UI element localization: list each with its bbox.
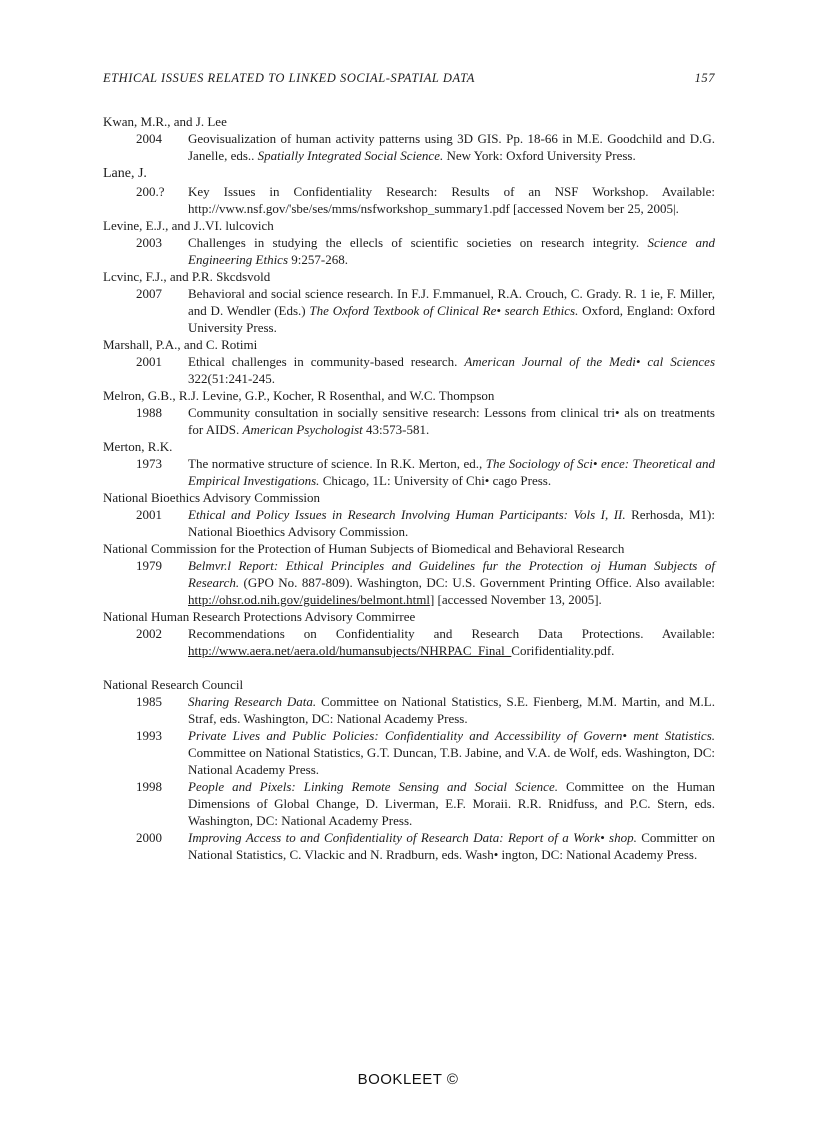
- reference-text: [188, 234, 715, 268]
- reference-text: [188, 506, 715, 540]
- reference-text: [188, 130, 715, 164]
- reference-entry: [103, 183, 715, 217]
- reference-title: The Oxford Textbook of Clinical Re• search Ethics.: [309, 303, 579, 318]
- reference-entry: [103, 778, 715, 829]
- reference-text: [188, 404, 715, 438]
- reference-year: 1979: [136, 558, 162, 573]
- reference-text: [188, 183, 715, 217]
- reference-text-segment: Geovisualization of human activity patterns using 3D GIS. Pp. 18-66 in M.E. Goodchild and D.G. Janelle, eds..: [188, 131, 715, 163]
- reference-year: 2003: [136, 235, 162, 250]
- reference-title: Private Lives and Public Policies: Confidentiality and Accessibility of Govern• ment Statistics.: [188, 728, 715, 743]
- reference-author: Kwan, M.R., and J. Lee: [103, 114, 227, 129]
- reference-text-segment: Community consultation in socially sensitive research: Lessons from clinical tri• als on treatments for AIDS.: [188, 405, 715, 437]
- reference-text-segment: Behavioral and social science research. In F.J. F.mmanuel, R.A. Crouch, C. Grady. R. 1 ie, F. Miller, and D. Wendler (Eds.): [188, 286, 715, 318]
- reference-author: National Commission for the Protection of Human Subjects of Biomedical and Behavioral Research: [103, 541, 625, 556]
- reference-author: National Human Research Protections Advisory Commirree: [103, 609, 416, 624]
- reference-title: Sharing Research Data.: [188, 694, 317, 709]
- reference-title: Belmvr.l Report: Ethical Principles and Guidelines fur the Protection oj Human Subjects of Research.: [188, 558, 715, 590]
- reference-text-segment: ] [accessed November 13, 2005].: [429, 592, 602, 607]
- reference-text-segment: 322(51:241-245.: [188, 371, 276, 386]
- reference-entry: [103, 727, 715, 778]
- reference-text-segment: The normative structure of science. In R.K. Merton, ed.,: [188, 456, 486, 471]
- reference-entry: [103, 285, 715, 336]
- reference-title: People and Pixels: Linking Remote Sensing and Social Science.: [188, 779, 558, 794]
- reference-year: 1985: [136, 694, 162, 709]
- reference-text-segment: Corifidentiality.pdf.: [511, 643, 615, 658]
- reference-text: [188, 693, 715, 727]
- reference-entry: [103, 130, 715, 164]
- reference-text: [188, 285, 715, 336]
- reference-text-segment: Challenges in studying the ellecls of scientific societies on research integrity.: [188, 235, 648, 250]
- reference-text: [188, 778, 715, 829]
- reference-text-segment: Committer on National Statistics, C. Vlackic and N. Rradburn, eds. Wash• ington, DC: National Academy Press.: [188, 830, 715, 862]
- reference-year: 200.?: [136, 184, 165, 199]
- reference-text-segment: Rerhosda, M1): National Bioethics Advisory Commission.: [188, 507, 715, 539]
- reference-title: Ethical and Policy Issues in Research Involving Human Participants: Vols I, II.: [188, 507, 626, 522]
- reference-title: Spatially Integrated Social Science.: [257, 148, 444, 163]
- reference-entry: [103, 404, 715, 438]
- reference-text: [188, 727, 715, 778]
- reference-text-segment: Chicago, 1L: University of Chi• cago Press.: [319, 473, 552, 488]
- reference-year: 1988: [136, 405, 162, 420]
- reference-author: Lane, J.: [103, 166, 147, 181]
- reference-entry: [103, 506, 715, 540]
- reference-year: 1993: [136, 728, 162, 743]
- reference-entry: [103, 353, 715, 387]
- reference-text-segment: New York: Oxford University Press.: [443, 148, 636, 163]
- reference-year: 2002: [136, 626, 162, 641]
- reference-author: Merton, R.K.: [103, 439, 173, 454]
- reference-year: 1973: [136, 456, 162, 471]
- running-header: [103, 71, 715, 89]
- reference-year: 2001: [136, 507, 162, 522]
- reference-entry: [103, 625, 715, 659]
- reference-year: 2000: [136, 830, 162, 845]
- reference-year: 2007: [136, 286, 162, 301]
- reference-entry: [103, 234, 715, 268]
- reference-text: [188, 353, 715, 387]
- running-title: ETHICAL ISSUES RELATED TO LINKED SOCIAL-SPATIAL DATA: [103, 71, 475, 85]
- reference-author: National Research Council: [103, 677, 244, 692]
- reference-text-segment: Committee on National Statistics, S.E. Fienberg, M.M. Martin, and M.L. Straf, eds. Washington, DC: National Academy Press.: [188, 694, 715, 726]
- reference-text-segment: 9:257-268.: [288, 252, 348, 267]
- reference-list: [103, 113, 715, 863]
- reference-year: 2001: [136, 354, 162, 369]
- reference-text: [188, 625, 715, 659]
- reference-author: Levine, E.J., and J..VI. lulcovich: [103, 218, 274, 233]
- reference-author: Melron, G.B., R.J. Levine, G.P., Kocher, R Rosenthal, and W.C. Thompson: [103, 388, 495, 403]
- reference-entry: [103, 557, 715, 608]
- reference-entry: [103, 693, 715, 727]
- reference-author: Marshall, P.A., and C. Rotimi: [103, 337, 258, 352]
- reference-text-segment: Committee on the Human Dimensions of Global Change, D. Liverman, E.F. Moraii. R.R. Rnidfuss, and P.C. Stern, eds. Washington, DC: National Academy Press.: [188, 779, 715, 828]
- reference-entry: [103, 829, 715, 863]
- reference-year: 2004: [136, 131, 162, 146]
- reference-title: American Journal of the Medi• cal Sciences: [464, 354, 716, 369]
- reference-text-segment: 43:573-581.: [362, 422, 430, 437]
- reference-text: [188, 829, 715, 863]
- reference-entry: [103, 455, 715, 489]
- section-spacer: [103, 659, 715, 676]
- reference-text-segment: Committee on National Statistics, G.T. Duncan, T.B. Jabine, and V.A. de Wolf, eds. Washington, DC: National Academy Press.: [188, 745, 715, 777]
- reference-text: [188, 557, 715, 608]
- reference-author: National Bioethics Advisory Commission: [103, 490, 321, 505]
- reference-text-segment: Key Issues in Confidentiality Research: Results of an NSF Workshop. Available: http://vww.nsf.gov/'sbe/ses/mms/nsfworkshop_summary1.pdf [accessed Novem ber 25, 2005|.: [188, 184, 715, 216]
- reference-text-segment: Ethical challenges in community-based research.: [188, 354, 465, 369]
- reference-text-segment: Recommendations on Confidentiality and Research Data Protections. Available:: [188, 626, 715, 641]
- reference-link[interactable]: http://www.aera.net/aera.old/humansubjects/NHRPAC_Final_: [188, 643, 512, 658]
- reference-year: 1998: [136, 779, 162, 794]
- reference-title: Improving Access to and Confidentiality of Research Data: Report of a Work• shop.: [188, 830, 637, 845]
- reference-title: The Sociology of Sci• ence: Theoretical and Empirical Investigations.: [188, 456, 715, 488]
- reference-title: American Psychologist: [242, 422, 363, 437]
- reference-link[interactable]: http://ohsr.od.nih.gov/guidelines/belmont.html: [188, 592, 430, 607]
- reference-text: [188, 455, 715, 489]
- reference-text-segment: Oxford, England: Oxford University Press.: [188, 303, 715, 335]
- footer-watermark: BOOKLEET ©: [357, 1071, 459, 1088]
- reference-author: Lcvinc, F.J., and P.R. Skcdsvold: [103, 269, 271, 284]
- page-number: 157: [694, 71, 715, 85]
- reference-text-segment: (GPO No. 887-809). Washington, DC: U.S. Government Printing Office. Also available:: [239, 575, 715, 590]
- reference-title: Science and Engineering Ethics: [188, 235, 715, 267]
